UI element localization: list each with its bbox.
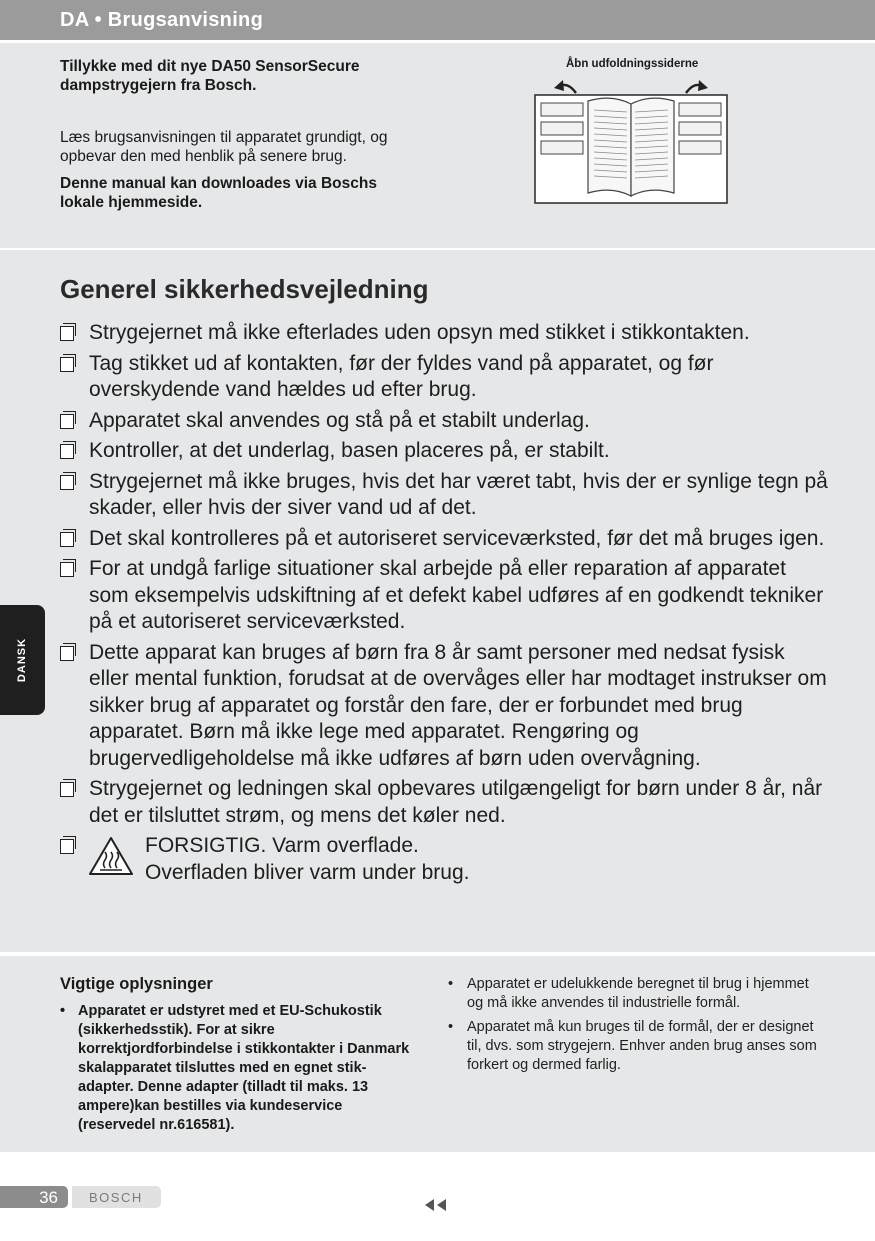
bullet-icon: • [448, 976, 454, 992]
info-left-item [60, 1002, 410, 1135]
checkbox-bullet-icon [60, 444, 74, 459]
safety-item-text: Strygejernet må ikke efterlades uden opsyn med stikket i stikkontakten. [89, 321, 750, 344]
safety-item [60, 438, 830, 465]
safety-item [60, 351, 830, 404]
safety-item [60, 320, 830, 347]
safety-item [60, 640, 830, 773]
info-right-item-text: Apparatet er udelukkende beregnet til brug i hjemmet og må ikke anvendes til industrielle formål. [467, 976, 809, 1011]
language-tab[interactable] [0, 605, 45, 715]
info-left-item-text: Apparatet er udstyret med et EU-Schukostik (sikkerhedsstik). For at sikre korrektjordforbindelse i stikkontakter i Danmark skalapparatet tilsluttes med en egnet stik-adapter. Denne adapter (tilladt til maks. 13 ampere)kan bestilles via kundeservice (reservedel nr.616581). [78, 1003, 410, 1133]
safety-item [60, 776, 830, 829]
checkbox-bullet-icon [60, 562, 74, 577]
safety-item-text: Kontroller, at det underlag, basen placeres på, er stabilt. [89, 439, 610, 462]
page-number-box [0, 1186, 68, 1208]
safety-item-text: Dette apparat kan bruges af børn fra 8 år samt personer med nedsat fysisk eller mental funktion, forudsat at de overvåges eller har modtaget instrukser om sikker brug af apparatet og forstår den fare, der er forbundet med brug apparatet. Børn må ikke lege med apparatet. Rengøring og brugervedligeholdelse må ikke udføres af børn uden overvågning. [89, 640, 827, 770]
checkbox-bullet-icon [60, 357, 74, 372]
language-tab-label: DANSK [16, 637, 28, 683]
safety-list [60, 320, 830, 890]
info-right-list [448, 975, 818, 1080]
caution-item [60, 833, 830, 886]
brand-box [72, 1186, 161, 1208]
info-left-list [60, 1002, 410, 1135]
read-instructions-text: Læs brugsanvisningen til apparatet grundigt, og opbevar den med henblik på senere brug. [60, 129, 388, 165]
safety-item-text: For at undgå farlige situationer skal arbejde på eller reparation af apparatet som eksempelvis udskiftning af et defekt kabel udføres af en godkendt tekniker på et autoriseret serviceværksted. [89, 557, 824, 633]
hot-surface-warning-icon [87, 835, 135, 877]
info-heading: Vigtige oplysninger [60, 975, 213, 993]
safety-heading: Generel sikkerhedsvejledning [60, 274, 429, 304]
checkbox-bullet-icon [60, 414, 74, 429]
checkbox-bullet-icon [60, 839, 74, 854]
info-right-item [448, 1018, 818, 1075]
header-bar [0, 0, 875, 40]
safety-item-text: Det skal kontrolleres på et autoriseret serviceværksted, før det må bruges igen. [89, 526, 825, 550]
checkbox-bullet-icon [60, 646, 74, 661]
safety-item [60, 556, 830, 636]
info-section [0, 956, 875, 1152]
safety-item-text: Tag stikket ud af kontakten, før der fyldes vand på apparatet, og før overskydende vand hældes ud efter brug. [89, 351, 714, 401]
checkbox-bullet-icon [60, 782, 74, 797]
checkbox-bullet-icon [60, 475, 74, 490]
safety-item [60, 469, 830, 522]
previous-page-icon[interactable] [424, 1198, 448, 1212]
safety-item [60, 408, 830, 435]
checkbox-bullet-icon [60, 326, 74, 341]
safety-item [60, 526, 830, 553]
header-title: DA • Brugsanvisning [60, 9, 264, 31]
info-right-item [448, 975, 818, 1013]
safety-item-text: Apparatet skal anvendes og stå på et stabilt underlag. [89, 408, 590, 432]
bullet-icon: • [448, 1019, 454, 1035]
foldout-book-icon [532, 76, 730, 208]
intro-section [0, 43, 875, 248]
caution-line-2: Overfladen bliver varm under brug. [145, 860, 470, 884]
safety-item-text: Strygejernet må ikke bruges, hvis det har været tabt, hvis der er synlige tegn på skader, eller hvis der siver vand ud af det. [89, 469, 828, 519]
safety-section [0, 250, 875, 952]
safety-item-text: Strygejernet og ledningen skal opbevares utilgængeligt for børn under 8 år, når det er tilsluttet strøm, og mens det køler ned. [89, 777, 823, 827]
info-right-item-text: Apparatet må kun bruges til de formål, der er designet til, dvs. som strygejern. Enhver anden brug anses som forkert og dermed farlig. [467, 1019, 817, 1073]
page-number: 36 [39, 1188, 58, 1207]
caution-line-1: FORSIGTIG. Varm overflade. [145, 834, 419, 857]
checkbox-bullet-icon [60, 532, 74, 547]
bullet-icon: • [60, 1003, 66, 1019]
download-note: Denne manual kan downloades via Boschs lokale hjemmeside. [60, 175, 377, 211]
brand-name: BOSCH [89, 1190, 143, 1205]
congrats-text: Tillykke med dit nye DA50 SensorSecure dampstrygejern fra Bosch. [60, 58, 360, 94]
fold-out-label: Åbn udfoldningssiderne [566, 58, 699, 70]
